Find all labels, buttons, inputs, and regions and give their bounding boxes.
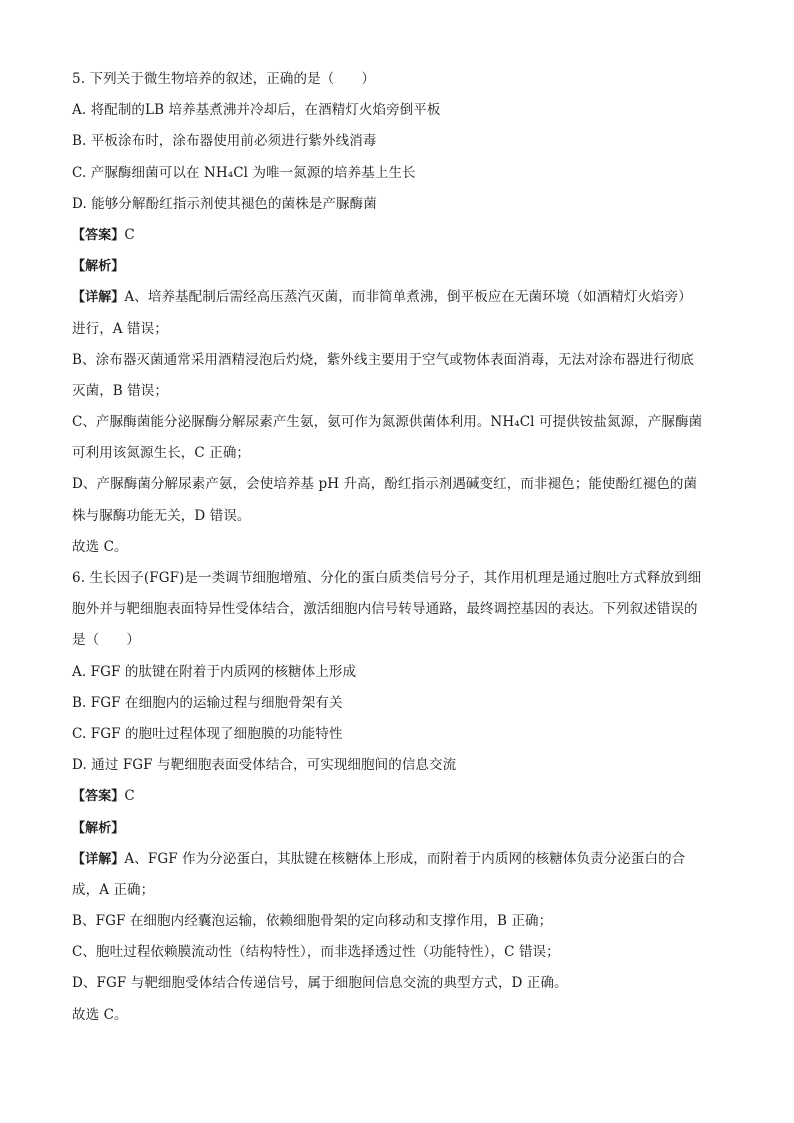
q5-detail-label: 【详解】 [72, 290, 125, 306]
q6-detail-line: C、胞吐过程依赖膜流动性（结构特性），而非选择透过性（功能特性），C 错误； [72, 944, 560, 961]
q5-detail-line: C、产脲酶菌能分泌脲酶分解尿素产生氨，氨可作为氮源供菌体利用。NH₄Cl 可提供铵盐氮源，产脲酶菌 [72, 414, 703, 431]
q6-analysis-label: 【解析】 [72, 820, 125, 836]
q5-answer [72, 220, 732, 251]
q5-option-a: A. 将配制的LB 培养基煮沸并冷却后，在酒精灯火焰旁倒平板 [72, 102, 441, 119]
q6-option-c: C. FGF 的胞吐过程体现了细胞膜的功能特性 [72, 725, 343, 742]
q5-detail-line: 可利用该氮源生长，C 正确； [72, 445, 251, 462]
q5-option-c: C. 产脲酶细菌可以在 NH₄Cl 为唯一氮源的培养基上生长 [72, 164, 416, 181]
q5-detail-text: A、培养基配制后需经高压蒸汽灭菌，而非简单煮沸，倒平板应在无菌环境（如酒精灯火焰旁） [124, 289, 692, 306]
q6-detail-line: B、FGF 在细胞内经囊泡运输，依赖细胞骨架的定向移动和支撑作用，B 正确； [72, 913, 553, 930]
q5-detail-line [72, 282, 732, 313]
q6-answer-label: 【答案】 [72, 789, 125, 805]
q5-detail-line: 灭菌，B 错误； [72, 382, 169, 399]
q5-answer-value: C [124, 226, 135, 243]
q5-detail-line: D、产脲酶菌分解尿素产氨，会使培养基 pH 升高，酚红指示剂遇碱变红，而非褪色；能使酚红褪色的菌 [72, 476, 698, 493]
q6-detail-text: A、FGF 作为分泌蛋白，其肽键在核糖体上形成，而附着于内质网的核糖体负责分泌蛋白的合 [124, 850, 686, 867]
q5-detail-line: 进行，A 错误； [72, 320, 168, 337]
q5-analysis-label: 【解析】 [72, 259, 125, 275]
q5-option-d: D. 能够分解酚红指示剂使其褪色的菌株是产脲酶菌 [72, 195, 377, 212]
document-page [72, 64, 732, 1031]
q6-detail-line: D、FGF 与靶细胞受体结合传递信号，属于细胞间信息交流的典型方式，D 正确。 [72, 975, 568, 992]
q6-answer [72, 781, 732, 812]
q6-answer-value: C [124, 788, 135, 805]
q5-answer-label: 【答案】 [72, 227, 125, 243]
q6-option-b: B. FGF 在细胞内的运输过程与细胞骨架有关 [72, 694, 343, 711]
q6-detail-label: 【详解】 [72, 851, 125, 867]
q5-analysis-heading [72, 251, 732, 282]
q6-option-a: A. FGF 的肽键在附着于内质网的核糖体上形成 [72, 663, 357, 680]
q6-stem-line: 胞外并与靶细胞表面特异性受体结合，激活细胞内信号转导通路，最终调控基因的表达。下列叙述错误的 [72, 601, 698, 618]
q5-detail-line: 株与脲酶功能无关，D 错误。 [72, 507, 251, 524]
q6-option-d: D. 通过 FGF 与靶细胞表面受体结合，可实现细胞间的信息交流 [72, 757, 457, 774]
q5-conclusion: 故选 C。 [72, 538, 128, 555]
q5-stem: 5. 下列关于微生物培养的叙述，正确的是（ ） [72, 71, 376, 87]
q5-detail-line: B、涂布器灭菌通常采用酒精浸泡后灼烧，紫外线主要用于空气或物体表面消毒，无法对涂布器进行彻底 [72, 351, 695, 368]
q6-detail-line: 成，A 正确； [72, 881, 155, 898]
q5-option-b: B. 平板涂布时，涂布器使用前必须进行紫外线消毒 [72, 133, 377, 150]
q6-analysis-heading [72, 813, 732, 844]
q6-stem-line: 是（ ） [72, 632, 140, 649]
q6-stem-line: 6. 生长因子(FGF)是一类调节细胞增殖、分化的蛋白质类信号分子，其作用机理是通过胞吐方式释放到细 [72, 570, 702, 586]
q6-detail-line [72, 844, 732, 875]
q6-conclusion: 故选 C。 [72, 1006, 128, 1023]
